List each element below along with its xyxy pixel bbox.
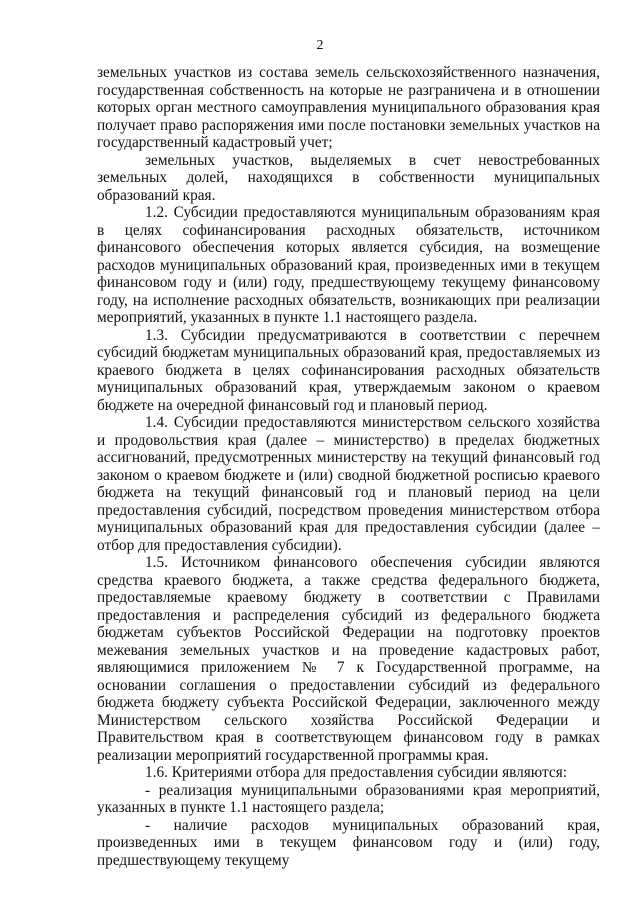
paragraph-1-2: 1.2. Субсидии предоставляются муниципальным образованиям края в целях софинансирования расходных обязательств, источником финансового обеспечения которых является субсидия, на возмещение расходов муниципальных образований края, произведенных ими в текущем финансовом году и (или) году, предшествующему текущему финансовому году, на исполнение расходных обязательств, возникающих при реализации мероприятий, указанных в пункте 1.1 настоящего раздела. bbox=[97, 204, 600, 326]
paragraph-1-4: 1.4. Субсидии предоставляются министерством сельского хозяйства и продовольствия края (далее – министерство) в пределах бюджетных ассигнований, предусмотренных министерству на текущий финансовый год законом о краевом бюджете и (или) сводной бюджетной росписью краевого бюджета на текущий финансовый год и плановый период на цели предоставления субсидий, посредством проведения министерством отбора муниципальных образований края для предоставления субсидии (далее – отбор для предоставления субсидии). bbox=[97, 414, 600, 554]
paragraph-land-shares: земельных участков, выделяемых в счет невостребованных земельных долей, находящихся в собственности муниципальных образований края. bbox=[97, 151, 600, 204]
document-body bbox=[97, 64, 600, 869]
paragraph-1-5: 1.5. Источником финансового обеспечения субсидии являются средства краевого бюджета, а также средства федерального бюджета, предоставляемые краевому бюджету в соответствии с Правилами предоставления и распределения субсидий из федерального бюджета бюджетам субъектов Российской Федерации на подготовку проектов межевания земельных участков и на проведение кадастровых работ, являющимися приложением № 7 к Государственной программе, на основании соглашения о предоставлении субсидий из федерального бюджета бюджету субъекта Российской Федерации, заключенного между Министерством сельского хозяйства Российской Федерации и Правительством края в соответствующем финансовом году в рамках реализации мероприятий государственной программы края. bbox=[97, 554, 600, 764]
page-number: 2 bbox=[316, 38, 324, 53]
paragraph-continuation: земельных участков из состава земель сельскохозяйственного назначения, государственная собственность на которые не разграничена и в отношении которых орган местного самоуправления муниципального образования края получает право распоряжения ими после постановки земельных участков на государственный кадастровый учет; bbox=[97, 64, 600, 151]
criterion-item: - наличие расходов муниципальных образований края, произведенных ими в текущем финансовом году и (или) году, предшествующему текущему bbox=[97, 816, 600, 869]
criterion-item: - реализация муниципальными образованиями края мероприятий, указанных в пункте 1.1 настоящего раздела; bbox=[97, 781, 600, 816]
paragraph-1-6: 1.6. Критериями отбора для предоставления субсидии являются: bbox=[145, 764, 567, 781]
paragraph-1-3: 1.3. Субсидии предусматриваются в соответствии с перечнем субсидий бюджетам муниципальных образований края, предоставляемых из краевого бюджета в целях софинансирования расходных обязательств муниципальных образований края, утверждаемым законом о краевом бюджете на очередной финансовый год и плановый период. bbox=[97, 326, 600, 414]
